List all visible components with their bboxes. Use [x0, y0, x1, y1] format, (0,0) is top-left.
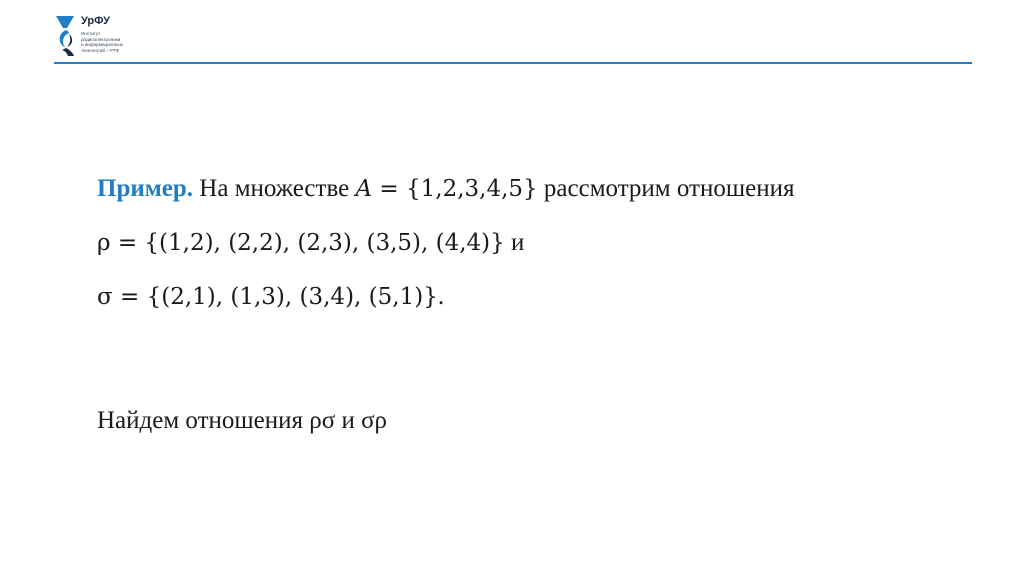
- relation-sigma-line: [97, 282, 444, 312]
- task-line: Найдем отношения ρσ и σρ: [97, 407, 388, 434]
- logo-title: УрФУ: [81, 15, 110, 27]
- example-intro-line: [97, 174, 794, 204]
- intro-text: На множестве: [193, 175, 356, 202]
- relation-sigma: σ = {(2,1), (1,3), (3,4), (5,1)}: [97, 284, 438, 310]
- urfu-logo-icon: [54, 14, 76, 58]
- logo-subtitle-line: технологий – РТФ: [81, 47, 119, 53]
- intro-text-end: рассмотрим отношения: [537, 175, 795, 202]
- set-expression: = {1,2,3,4,5}: [372, 176, 538, 202]
- relation-rho-line: [97, 228, 524, 258]
- example-keyword: Пример.: [97, 175, 194, 202]
- logo-subtitle: [81, 31, 123, 53]
- logo-subtitle-line: и информационных: [81, 42, 123, 48]
- period: .: [437, 283, 445, 310]
- logo-subtitle-line: Институт: [81, 31, 101, 36]
- urfu-logo: [54, 14, 123, 58]
- logo-subtitle-line: радиоэлектроники: [81, 36, 121, 42]
- set-variable: A: [355, 176, 373, 202]
- relation-rho: ρ = {(1,2), (2,2), (2,3), (3,5), (4,4)}: [97, 230, 505, 256]
- header-divider: [54, 62, 972, 64]
- conjunction: и: [504, 229, 525, 256]
